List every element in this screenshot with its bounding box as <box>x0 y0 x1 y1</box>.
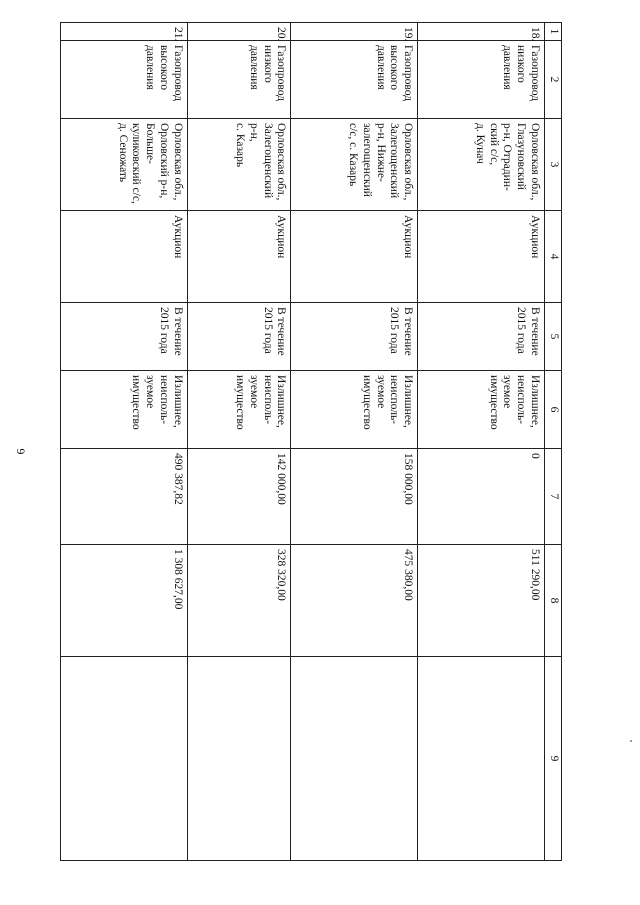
object-name: Газопровод высокого давления <box>291 41 418 119</box>
object-name: Газопровод высокого давления <box>61 41 188 119</box>
sale-reason: Излишнее, неисполь- зуемое имущество <box>418 371 545 449</box>
sale-term: В течение 2015 года <box>61 303 188 371</box>
value-col-7: 142 000,00 <box>187 449 291 545</box>
header-col-2: 2 <box>545 41 562 119</box>
sale-method: Аукцион <box>61 211 188 303</box>
rotated-table-sheet <box>60 22 562 860</box>
header-col-8: 8 <box>545 545 562 657</box>
header-col-3: 3 <box>545 119 562 211</box>
page-number: 6 <box>13 448 28 455</box>
header-col-5: 5 <box>545 303 562 371</box>
object-name: Газопровод низкого давления <box>418 41 545 119</box>
value-col-7: 0 <box>418 449 545 545</box>
row-number: 21. <box>61 23 188 41</box>
value-col-9 <box>291 657 418 861</box>
value-col-7: 158 000,00 <box>291 449 418 545</box>
table-row <box>418 23 545 861</box>
value-col-8: 1 308 627,00 <box>61 545 188 657</box>
row-number: 19. <box>291 23 418 41</box>
table-header-row <box>545 23 562 861</box>
header-col-6: 6 <box>545 371 562 449</box>
value-col-7: 490 387,82 <box>61 449 188 545</box>
object-location: Орловская обл., Залегощенский р-н, Нижне- залегощенский с/с, с. Казарь <box>291 119 418 211</box>
value-col-9 <box>418 657 545 861</box>
header-col-7: 7 <box>545 449 562 545</box>
sale-method: Аукцион <box>291 211 418 303</box>
sale-method: Аукцион <box>187 211 291 303</box>
sale-reason: Излишнее, неисполь- зуемое имущество <box>291 371 418 449</box>
sale-reason: Излишнее, неисполь- зуемое имущество <box>61 371 188 449</box>
table-row <box>61 23 188 861</box>
sale-term: В течение 2015 года <box>291 303 418 371</box>
value-col-9 <box>187 657 291 861</box>
value-col-8: 475 380,00 <box>291 545 418 657</box>
object-location: Орловская обл., Глазуновский р-н, Отрадин- ский с/с, д. Кунач <box>418 119 545 211</box>
property-table <box>60 22 562 861</box>
row-number: 18. <box>418 23 545 41</box>
object-location: Орловская обл., Орловский р-н, Больше- куликовский с/с, д. Сеножать <box>61 119 188 211</box>
scan-speck <box>630 740 632 742</box>
value-col-8: 328 320,00 <box>187 545 291 657</box>
sale-reason: Излишнее, неисполь- зуемое имущество <box>187 371 291 449</box>
sale-term: В течение 2015 года <box>187 303 291 371</box>
table-row <box>187 23 291 861</box>
row-number: 20. <box>187 23 291 41</box>
header-col-1: 1 <box>545 23 562 41</box>
object-name: Газопровод низкого давления <box>187 41 291 119</box>
value-col-8: 511 290,00 <box>418 545 545 657</box>
object-location: Орловская обл., Залегощенский р-н, с. Казарь <box>187 119 291 211</box>
table-row <box>291 23 418 861</box>
value-col-9 <box>61 657 188 861</box>
header-col-9: 9 <box>545 657 562 861</box>
header-col-4: 4 <box>545 211 562 303</box>
sale-term: В течение 2015 года <box>418 303 545 371</box>
sale-method: Аукцион <box>418 211 545 303</box>
